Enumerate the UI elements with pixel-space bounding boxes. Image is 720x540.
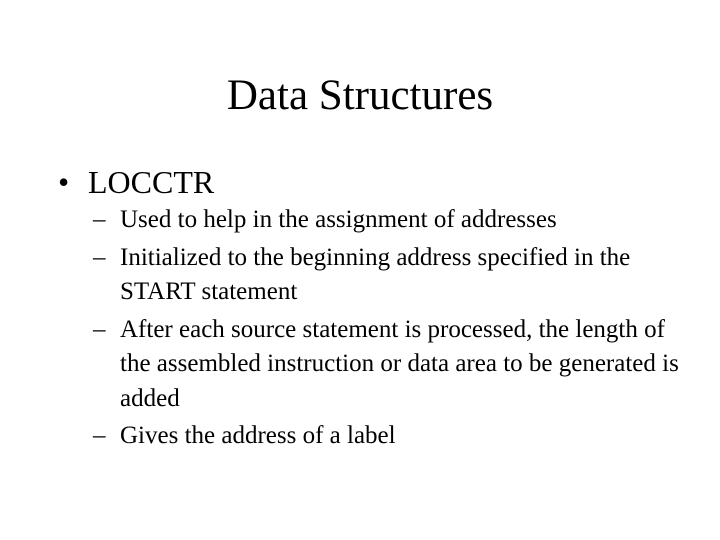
bullet-locctr xyxy=(58,163,214,201)
sub-bullet-text: After each source statement is processed, the length of the assembled instruction or data area to be generated is added xyxy=(120,315,679,412)
sub-bullet-item xyxy=(93,241,693,310)
sub-bullet-item xyxy=(93,313,693,417)
dash-marker: – xyxy=(93,243,106,271)
bullet-marker: • xyxy=(58,164,70,200)
sub-bullet-text: Initialized to the beginning address specified in the START statement xyxy=(120,243,631,305)
sub-bullet-item xyxy=(93,419,693,454)
sub-bullet-list xyxy=(93,203,693,457)
bullet-text: LOCCTR xyxy=(88,164,215,200)
slide-title: Data Structures xyxy=(226,72,494,119)
sub-bullet-item xyxy=(93,203,693,238)
sub-bullet-text: Gives the address of a label xyxy=(120,422,396,449)
dash-marker: – xyxy=(93,206,106,233)
sub-bullet-text: Used to help in the assignment of addresses xyxy=(120,206,557,233)
dash-marker: – xyxy=(93,315,106,343)
dash-marker: – xyxy=(93,422,106,449)
